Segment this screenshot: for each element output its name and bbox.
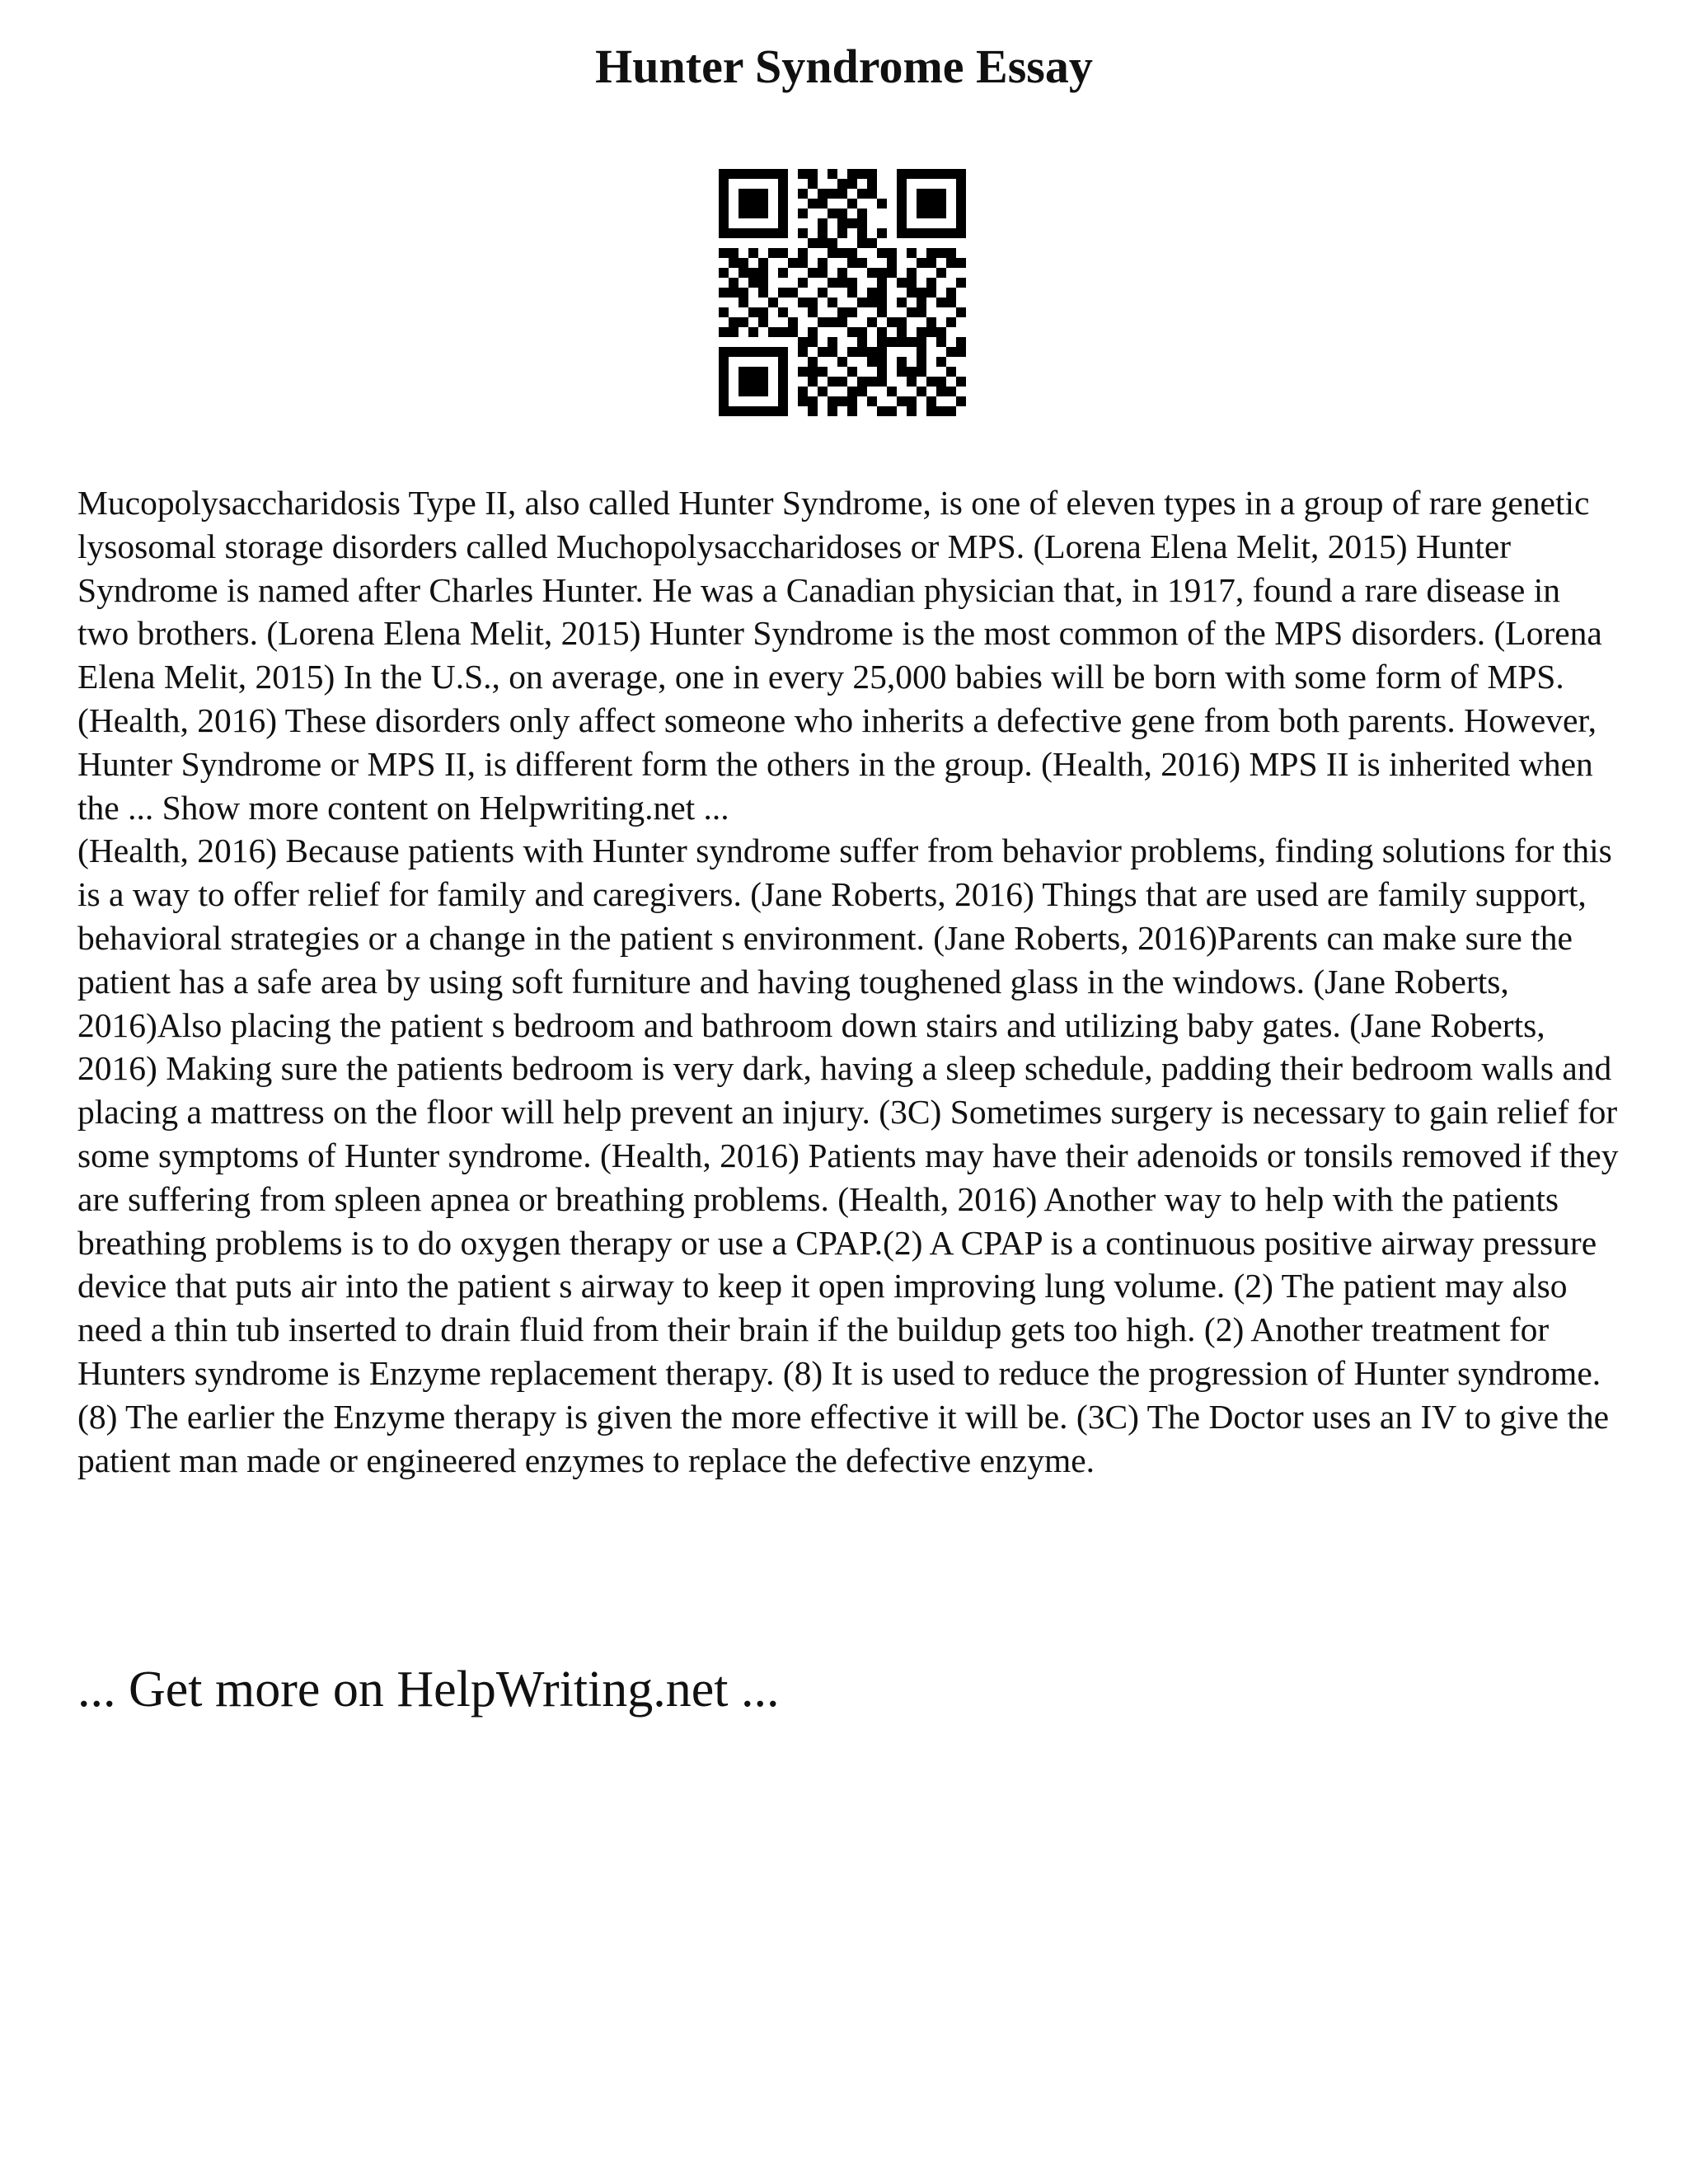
get-more-link[interactable]: ... Get more on HelpWriting.net ... [77,1661,780,1718]
page-title: Hunter Syndrome Essay [595,40,1093,93]
essay-paragraph: (Health, 2016) Because patients with Hunter syndrome suffer from behavior problems, finding solutions for this is a way to offer relief for family and caregivers. (Jane Roberts, 2016) Things that are used are family support, behavioral strategies or a change in the patient s environment. (Jane Roberts, 2016)Parents can make sure the patient has a safe area by using soft furniture and having toughened glass in the windows. (Jane Roberts, 2016)Also placing the patient s bedroom and bathroom down stairs and utilizing baby gates. (Jane Roberts, 2016) Making sure the patients bedroom is very dark, having a sleep schedule, padding their bedroom walls and placing a mattress on the floor will help prevent an injury. (3C) Sometimes surgery is necessary to gain relief for some symptoms of Hunter syndrome. (Health, 2016) Patients may have their adenoids or tonsils removed if they are suffering from spleen apnea or breathing problems. (Health, 2016) Another way to help with the patients breathing problems is to do oxygen therapy or use a CPAP.(2) A CPAP is a continuous positive airway pressure device that puts air into the patient s airway to keep it open improving lung volume. (2) The patient may also need a thin tub inserted to drain fluid from their brain if the buildup gets too high. (2) Another treatment for Hunters syndrome is Enzyme replacement therapy. (8) It is used to reduce the progression of Hunter syndrome. (8) The earlier the Enzyme therapy is given the more effective it will be. (3C) The Doctor uses an IV to give the patient man made or engineered enzymes to replace the defective enzyme. [77,832,1619,1479]
essay-paragraph: Mucopolysaccharidosis Type II, also called Hunter Syndrome, is one of eleven types in a group of rare genetic lysosomal storage disorders called Muchopolysaccharidoses or MPS. (Lorena Elena Melit, 2015) Hunter Syndrome is named after Charles Hunter. He was a Canadian physician that, in 1917, found a rare disease in two brothers. (Lorena Elena Melit, 2015) Hunter Syndrome is the most common of the MPS disorders. (Lorena Elena Melit, 2015) In the U.S., on average, one in every 25,000 babies will be born with some form of MPS. (Health, 2016) These disorders only affect someone who inherits a defective gene from both parents. However, Hunter Syndrome or MPS II, is different form the others in the group. (Health, 2016) MPS II is inherited when the ... Show more content on Helpwriting.net ... [77,484,1602,827]
essay-body [77,481,1619,1482]
qr-code-icon [719,169,966,416]
